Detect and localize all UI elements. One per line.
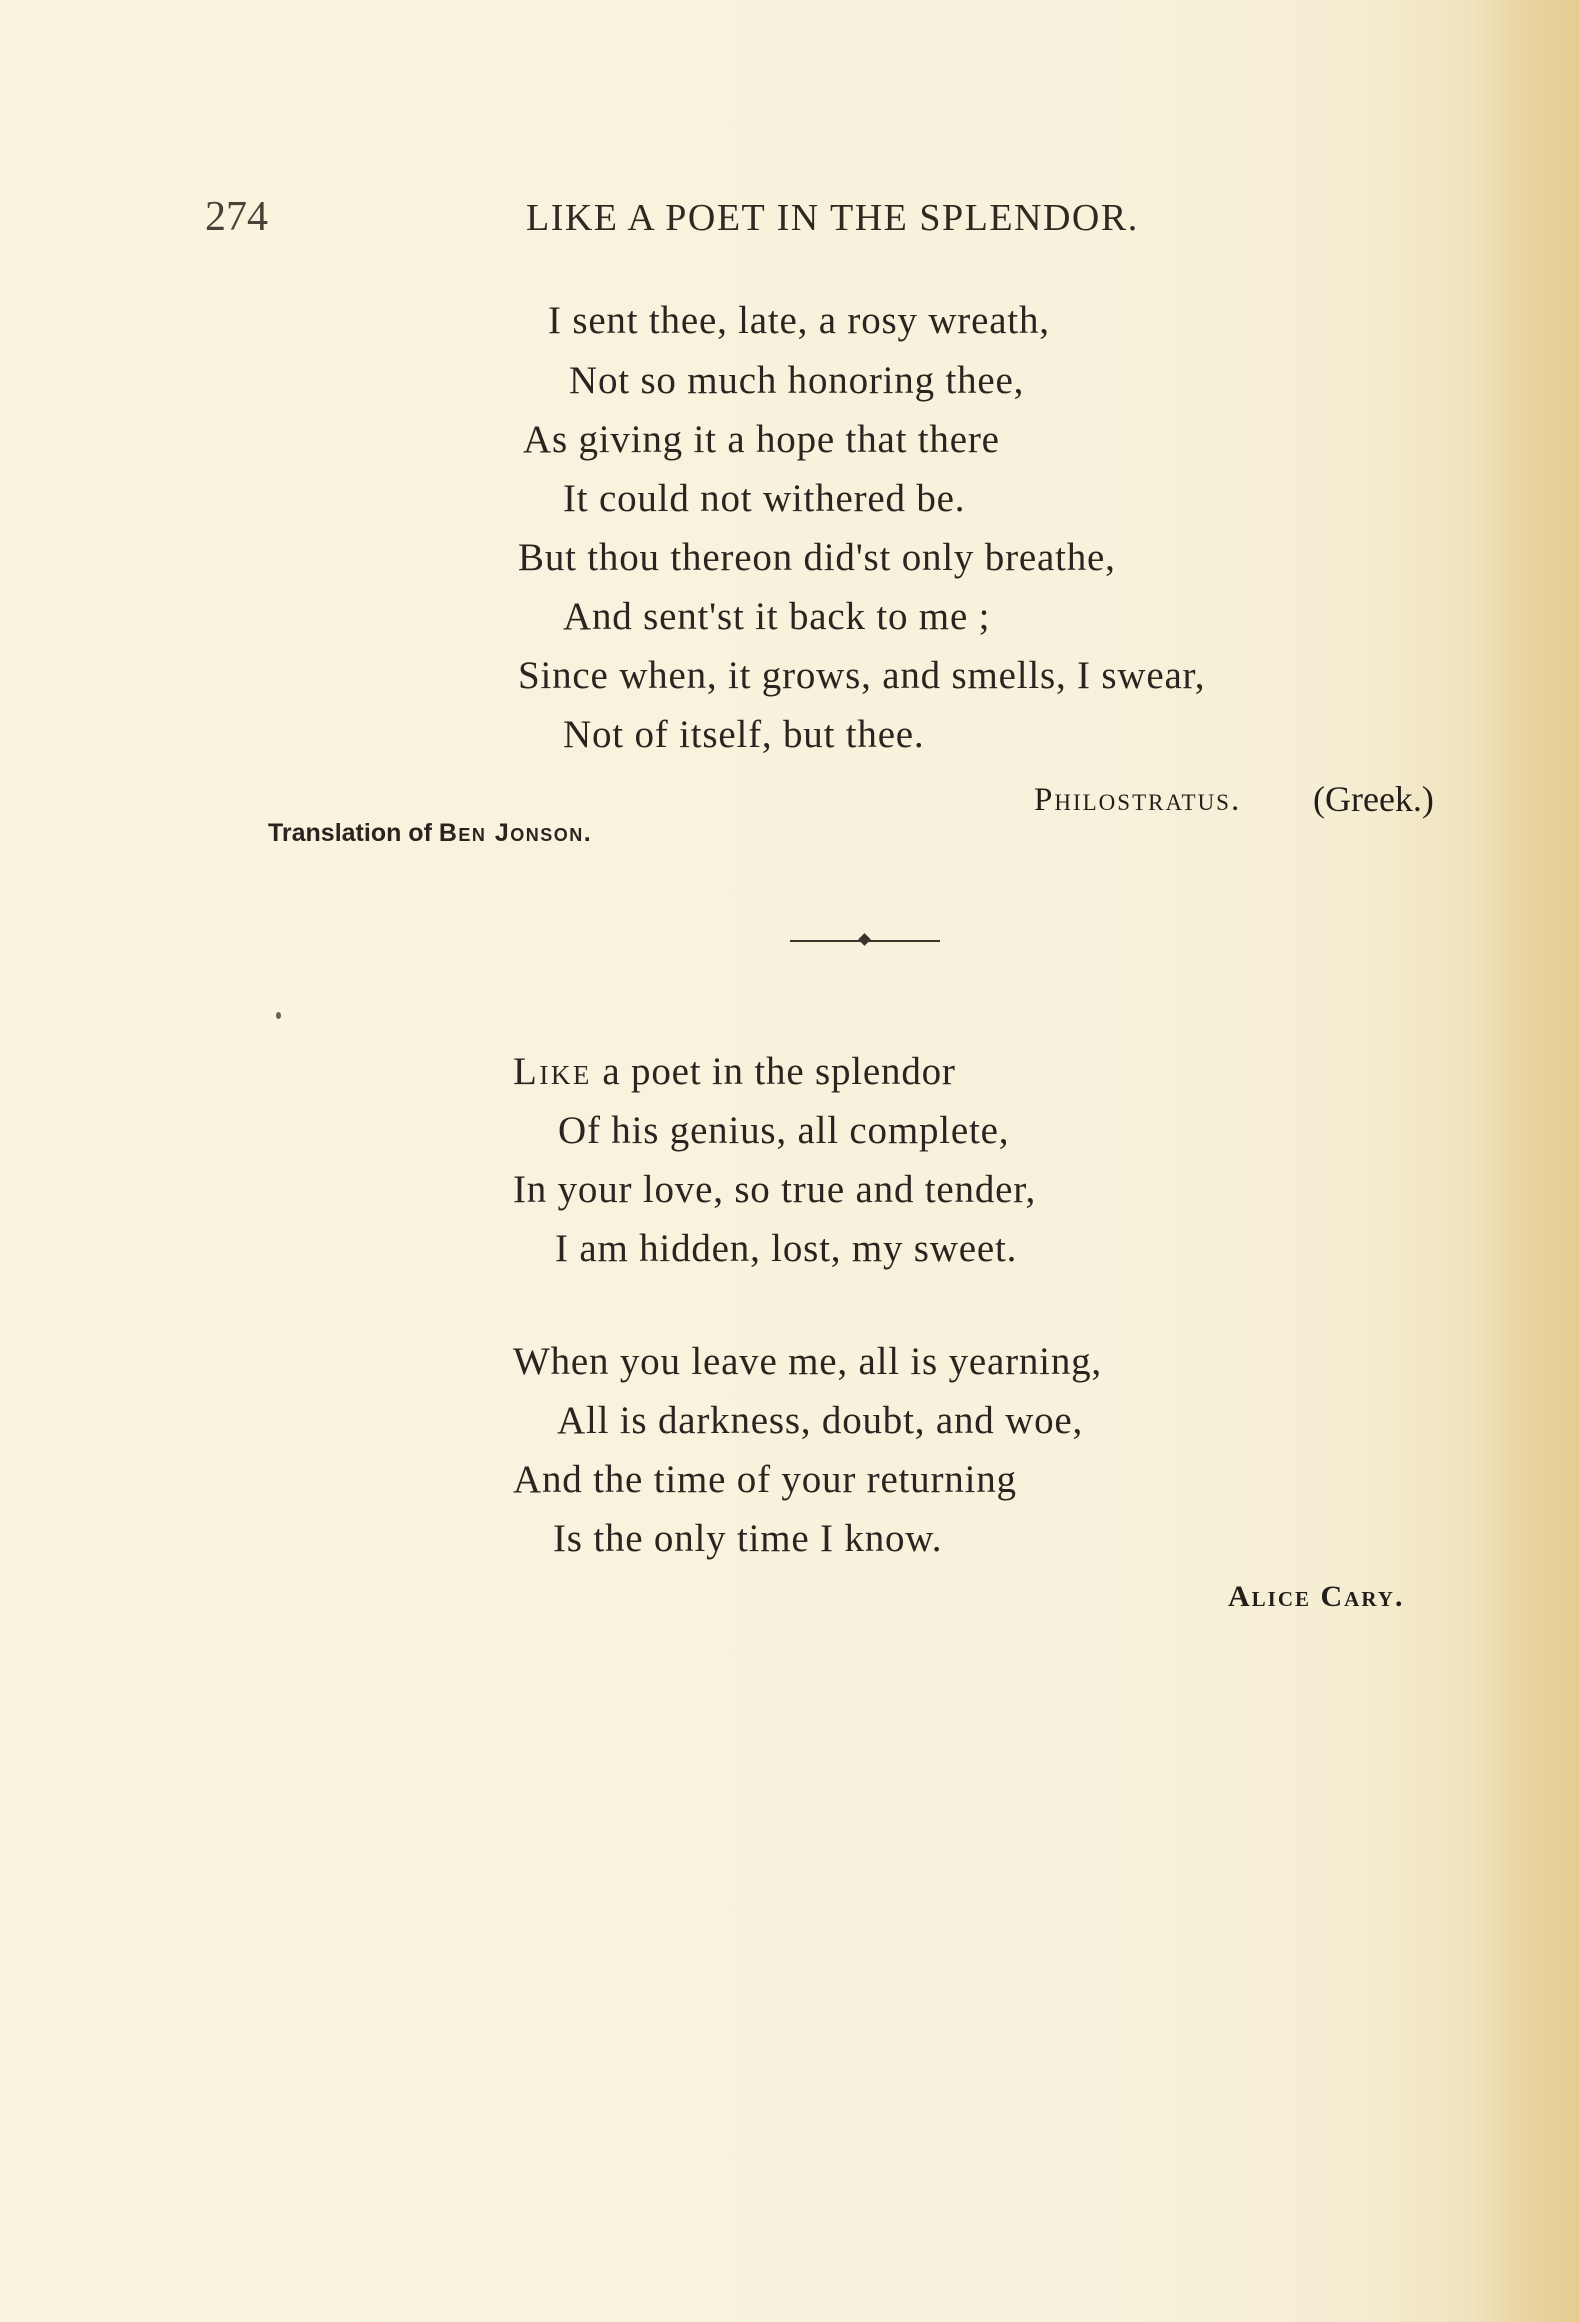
translation-prefix: Translation of [268, 819, 432, 847]
poem-line: I am hidden, lost, my sweet. [555, 1227, 1018, 1270]
poem-line: But thou thereon did'st only breathe, [518, 536, 1116, 579]
drop-word: Like [513, 1050, 592, 1093]
divider-ornament-icon [858, 933, 871, 946]
poem-line: I sent thee, late, a rosy wreath, [548, 299, 1050, 342]
page-number: 274 [205, 194, 268, 240]
poem-line: As giving it a hope that there [523, 418, 1000, 461]
translator-name: Ben Jonson. [438, 819, 593, 847]
poem-line: In your love, so true and tender, [513, 1168, 1037, 1211]
poem-language-note: (Greek.) [1313, 779, 1434, 819]
poem-line-rest: a poet in the splendor [591, 1050, 956, 1093]
poem-line [513, 1052, 956, 1091]
poem-line: Since when, it grows, and smells, I swear, [518, 654, 1206, 697]
poem-line: When you leave me, all is yearning, [513, 1340, 1102, 1383]
poem-line: Not so much honoring thee, [569, 359, 1025, 402]
ink-speck [276, 1012, 281, 1019]
poem-author: Alice Cary. [1228, 1580, 1405, 1613]
poem-author: Philostratus. [1034, 782, 1242, 818]
poem-line: All is darkness, doubt, and woe, [557, 1399, 1084, 1442]
poem-line: And the time of your returning [513, 1458, 1017, 1501]
poem-line: Is the only time I know. [553, 1517, 943, 1560]
poem-line: Of his genius, all complete, [558, 1109, 1010, 1152]
running-title: LIKE A POET IN THE SPLENDOR. [526, 197, 1139, 239]
poem-line: Not of itself, but thee. [563, 713, 925, 756]
poem-line: It could not withered be. [563, 477, 966, 520]
poem-line: And sent'st it back to me ; [563, 595, 991, 638]
translation-credit [268, 819, 592, 848]
